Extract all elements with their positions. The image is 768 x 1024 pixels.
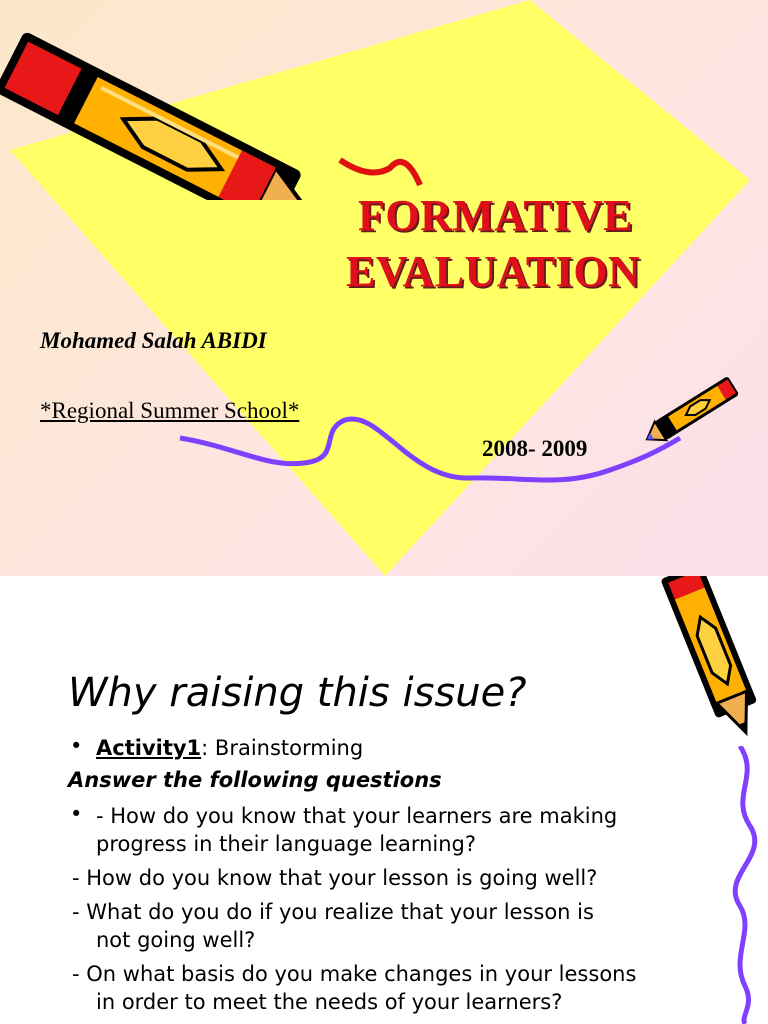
slide-title: Why raising this issue? (68, 670, 527, 716)
bullet-dot: • (70, 734, 83, 758)
activity-text: : Brainstorming (201, 736, 364, 760)
bullet-dot: • (70, 802, 83, 826)
title-line-2: EVALUATION (346, 247, 641, 296)
small-pencil-icon (640, 372, 740, 444)
activity-line (96, 734, 363, 762)
author-name: Mohamed Salah ABIDI (40, 328, 267, 353)
question-3-line-1: - What do you do if you realize that your lesson is (72, 900, 594, 924)
question-3-line-2: not going well? (96, 928, 256, 952)
academic-year: 2008- 2009 (482, 436, 588, 461)
question-1-line-1: - How do you know that your learners are making (96, 804, 618, 828)
squiggle-line (700, 746, 768, 1024)
question-1-line-2: progress in their language learning? (96, 832, 477, 856)
prompt-text: Answer the following questions (68, 768, 442, 792)
question-4-line-1: - On what basis do you make changes in your lessons (72, 962, 637, 986)
question-4-line-2: in order to meet the needs of your learners? (96, 990, 563, 1014)
school-name: *Regional Summer School* (40, 398, 300, 423)
title-line-1: FORMATIVE (358, 191, 634, 240)
content-slide (0, 576, 768, 1024)
activity-label: Activity1 (96, 736, 202, 760)
question-2: - How do you know that your lesson is going well? (72, 866, 598, 890)
